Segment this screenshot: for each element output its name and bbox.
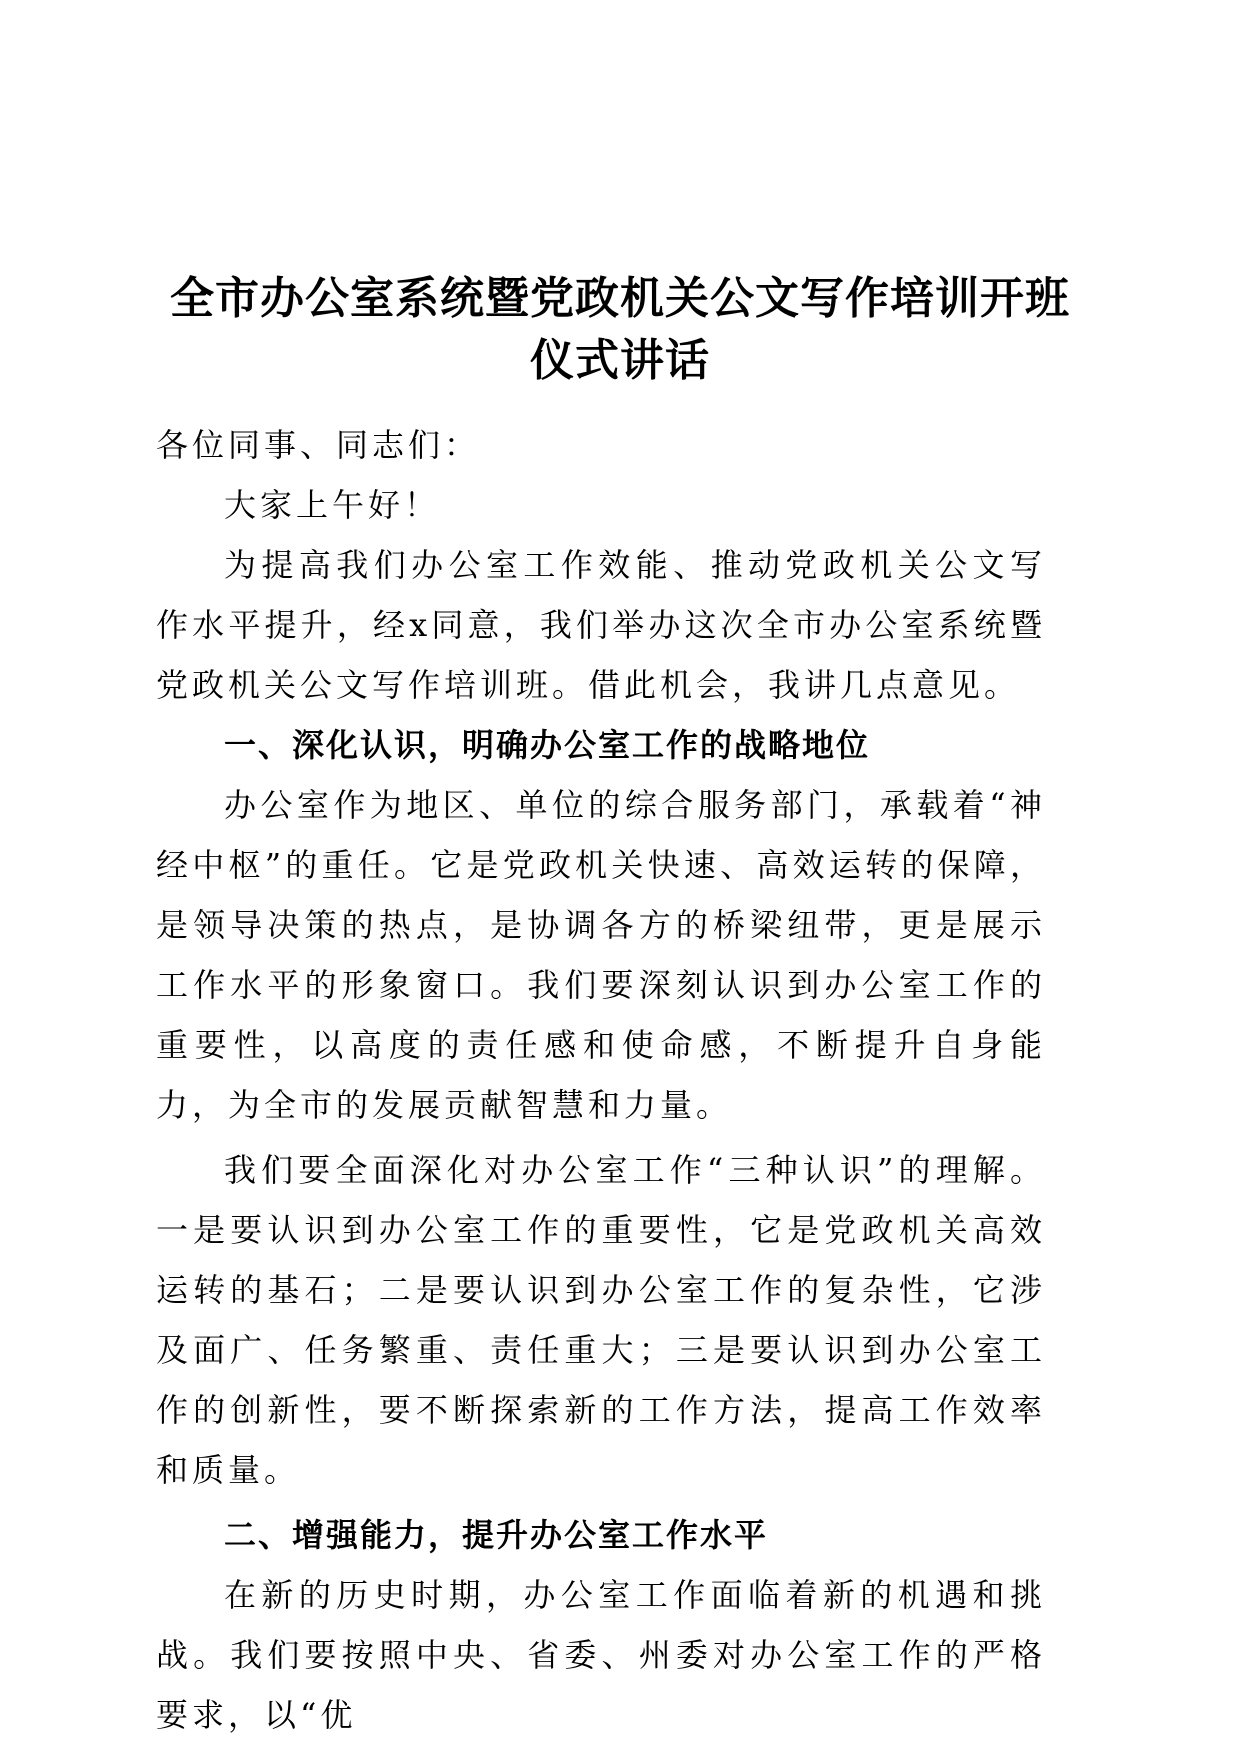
section-1-paragraph-1: 办公室作为地区、单位的综合服务部门，承载着“神经中枢”的重任。它是党政机关快速、高效运转的保障，是领导决策的热点，是协调各方的桥梁纽带，更是展示工作水平的形象窗口。我们要深刻认识到办公室工作的重要性，以高度的责任感和使命感，不断提升自身能力，为全市的发展贡献智慧和力量。: [156, 786, 1046, 1124]
greeting: 大家上午好！: [224, 486, 441, 524]
section-1-heading: 一、深化认识，明确办公室工作的战略地位: [224, 726, 871, 764]
title-line-1: 全市办公室系统暨党政机关公文写作培训开班: [170, 273, 1070, 324]
salutation: 各位同事、同志们：: [156, 426, 481, 464]
document-body: [156, 415, 1046, 1745]
intro-paragraph: 为提高我们办公室工作效能、推动党政机关公文写作水平提升，经x同意，我们举办这次全市办公室系统暨党政机关公文写作培训班。借此机会，我讲几点意见。: [156, 546, 1046, 704]
document-title: [130, 268, 1110, 392]
section-1-paragraph-2: 我们要全面深化对办公室工作“三种认识”的理解。一是要认识到办公室工作的重要性，它是党政机关高效运转的基石；二是要认识到办公室工作的复杂性，它涉及面广、任务繁重、责任重大；三是要认识到办公室工作的创新性，要不断探索新的工作方法，提高工作效率和质量。: [156, 1151, 1046, 1489]
title-line-2: 仪式讲话: [530, 335, 710, 386]
section-2-paragraph-1: 在新的历史时期，办公室工作面临着新的机遇和挑战。我们要按照中央、省委、州委对办公室工作的严格要求，以“优: [156, 1576, 1046, 1734]
section-2-heading: 二、增强能力，提升办公室工作水平: [224, 1516, 769, 1554]
